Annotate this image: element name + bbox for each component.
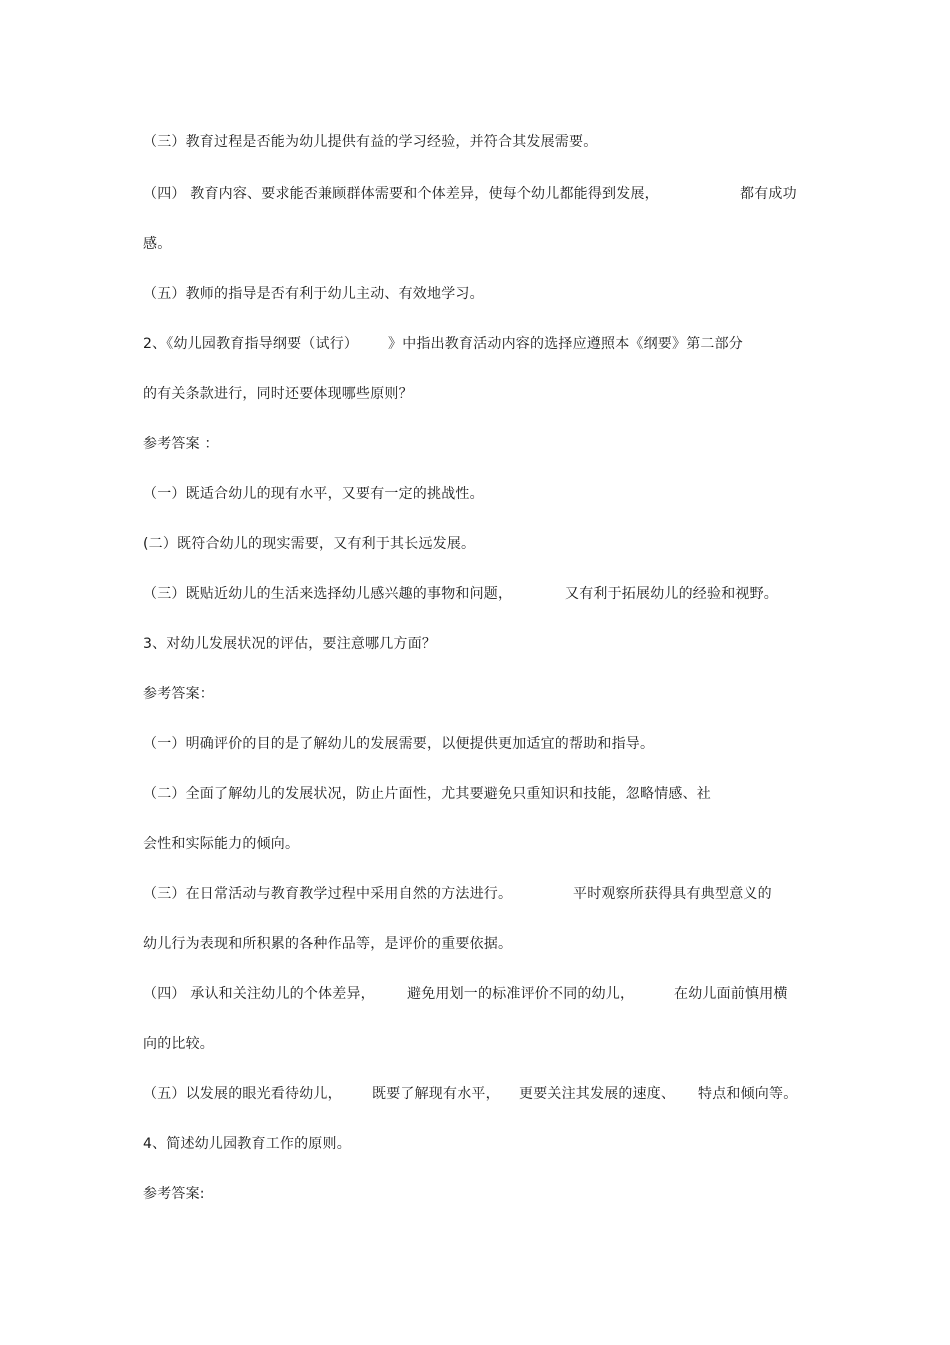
- text-segment: 既要了解现有水平，: [372, 1086, 500, 1102]
- text-segment: 3、对幼儿发展状况的评估，要注意哪几方面？: [143, 636, 437, 652]
- text-segment: 又有利于拓展幼儿的经验和视野。: [565, 586, 778, 602]
- text-segment: 感。: [143, 236, 172, 252]
- text-segment: 参考答案：: [143, 686, 214, 702]
- text-segment: 平时观察所获得具有典型意义的: [573, 886, 772, 902]
- text-segment: （四） 教育内容、要求能否兼顾群体需要和个体差异，使每个幼儿都能得到发展，: [143, 186, 659, 202]
- text-segment: 在幼儿面前慎用横: [674, 986, 788, 1002]
- text-segment: 的有关条款进行，同时还要体现哪些原则？: [143, 386, 413, 402]
- text-segment: 特点和倾向等。: [698, 1086, 798, 1102]
- text-segment: （五）以发展的眼光看待幼儿，: [143, 1086, 342, 1102]
- text-segment: 参考答案 ：: [143, 436, 219, 452]
- text-segment: （一）明确评价的目的是了解幼儿的发展需要，以便提供更加适宜的帮助和指导。: [143, 736, 655, 752]
- text-segment: （一）既适合幼儿的现有水平，又要有一定的挑战性。: [143, 486, 484, 502]
- text-segment: （三）既贴近幼儿的生活来选择幼儿感兴趣的事物和问题，: [143, 586, 513, 602]
- text-segment: （三）教育过程是否能为幼儿提供有益的学习经验，并符合其发展需要。: [143, 134, 598, 150]
- text-segment: 》中指出教育活动内容的选择应遵照本《纲要》第二部分: [388, 336, 743, 352]
- text-segment: （三）在日常活动与教育教学过程中采用自然的方法进行。: [143, 886, 513, 902]
- text-segment: （二）全面了解幼儿的发展状况，防止片面性，尤其要避免只重知识和技能，忽略情感、社: [143, 786, 711, 802]
- text-segment: 避免用划一的标准评价不同的幼儿，: [407, 986, 635, 1002]
- text-segment: 向的比较。: [143, 1036, 214, 1052]
- text-segment: 都有成功: [740, 186, 797, 202]
- text-segment: 会性和实际能力的倾向。: [143, 836, 300, 852]
- text-segment: (二）既符合幼儿的现实需要，又有利于其长远发展。: [143, 536, 476, 552]
- text-segment: （五）教师的指导是否有利于幼儿主动、有效地学习。: [143, 286, 484, 302]
- text-segment: 更要关注其发展的速度、: [519, 1086, 676, 1102]
- text-segment: 4、简述幼儿园教育工作的原则。: [143, 1136, 351, 1152]
- text-segment: 参考答案:: [143, 1186, 205, 1202]
- text-segment: 幼儿行为表现和所积累的各种作品等，是评价的重要依据。: [143, 936, 513, 952]
- text-segment: 2、《幼儿园教育指导纲要（试行）: [143, 336, 359, 352]
- text-segment: （四） 承认和关注幼儿的个体差异，: [143, 986, 375, 1002]
